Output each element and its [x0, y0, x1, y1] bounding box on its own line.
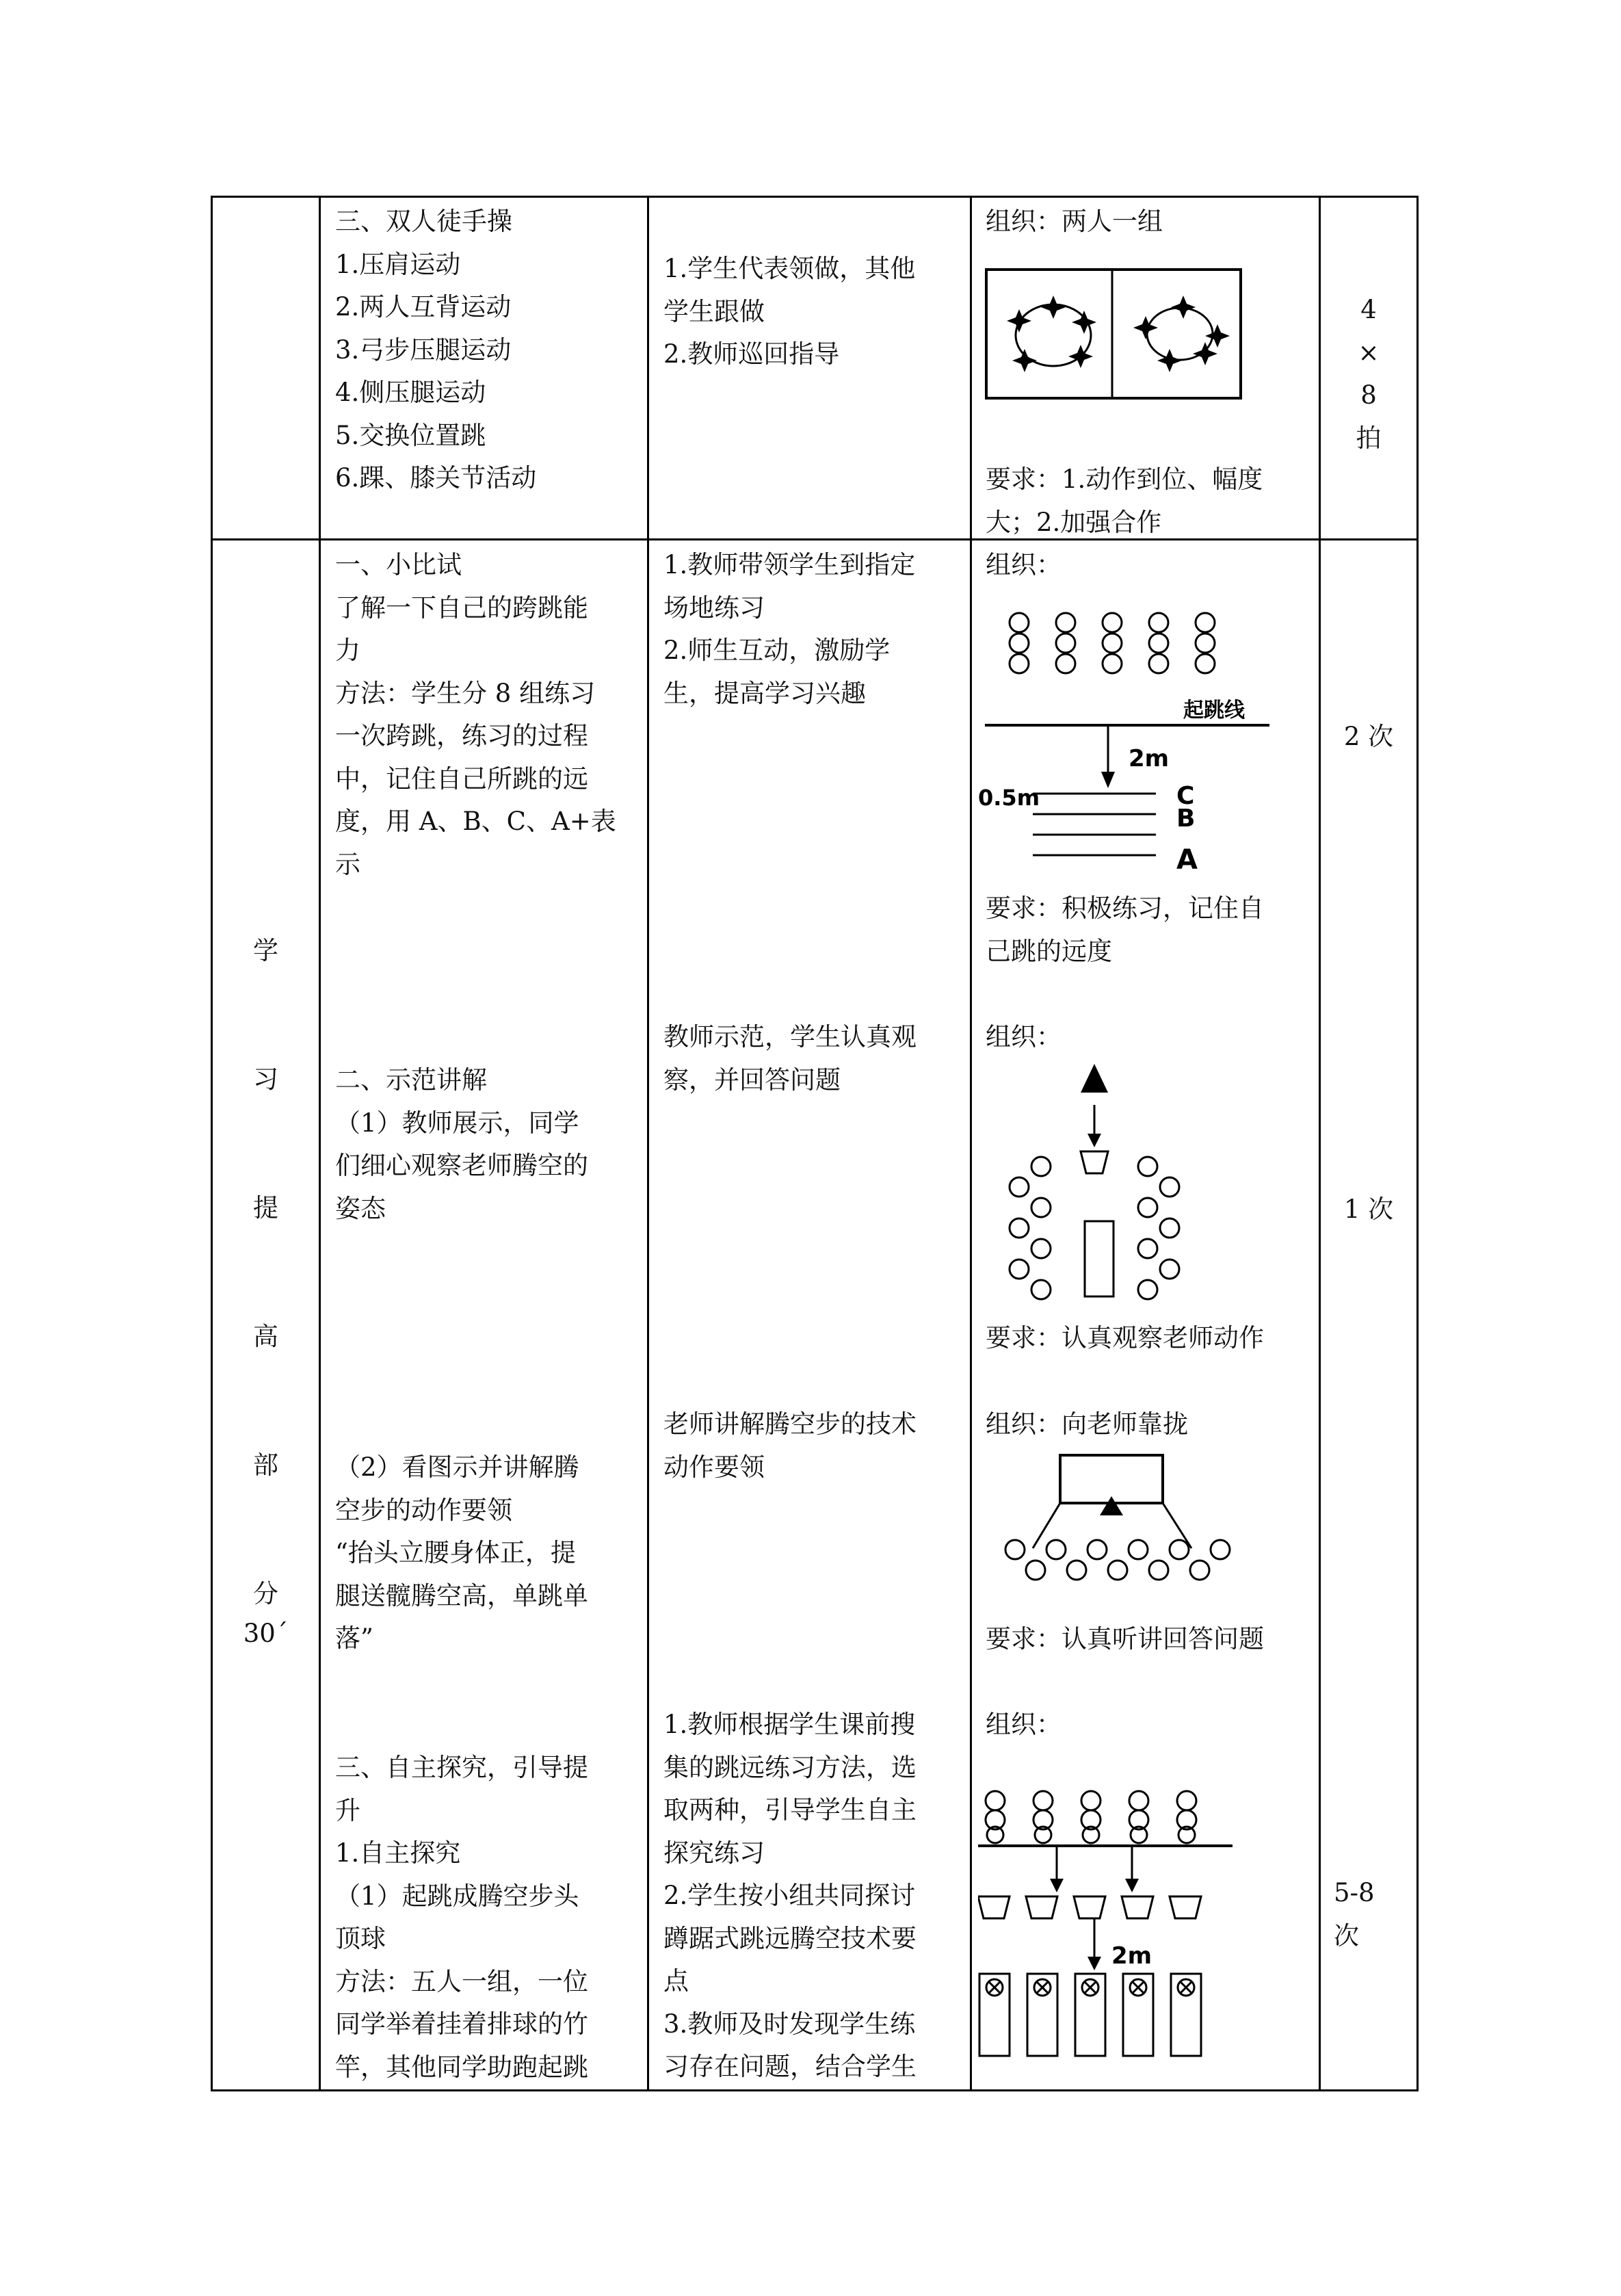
- method-line: 2.学生按小组共同探讨: [663, 1881, 916, 1910]
- count-line: 5-8: [1334, 1878, 1375, 1907]
- gather-line-right: [1163, 1503, 1191, 1548]
- student-faces: [1010, 613, 1215, 673]
- takeoff-board: [1081, 1151, 1108, 1173]
- content-line: 1.自主探究: [335, 1838, 461, 1868]
- content-line: 了解一下自己的跨跳能: [335, 592, 588, 623]
- block2-requirement: [986, 887, 1264, 973]
- section-time-value: 30´: [243, 1619, 289, 1648]
- table-border-right: [1416, 196, 1419, 2091]
- block4-method: [663, 1403, 917, 1489]
- method-line: 动作要领: [663, 1452, 765, 1482]
- method-line: 生，提高学习兴趣: [663, 678, 866, 708]
- block2-org-label: [986, 544, 1062, 587]
- method-line: 2.教师巡回指导: [663, 339, 840, 369]
- demonstration-formation-diagram: [992, 1064, 1211, 1317]
- self-study-practice-diagram: [978, 1779, 1238, 2059]
- requirement-line: 要求：认真听讲回答问题: [986, 1624, 1264, 1654]
- gather-line-left: [1033, 1503, 1060, 1548]
- gather-formation-diagram: [999, 1447, 1245, 1591]
- content-line: “抬头立腰身体正，提: [335, 1538, 576, 1567]
- count-char: 8: [1360, 380, 1377, 410]
- block2-method: [663, 544, 915, 715]
- block5-org-label: [986, 1704, 1062, 1747]
- section-label: [213, 887, 319, 1658]
- content-line: 一、小比试: [335, 550, 462, 579]
- long-jump-test-diagram: [978, 609, 1279, 883]
- method-line: 1.教师根据学生课前搜: [663, 1710, 916, 1739]
- requirement-line: 要求：积极练习，记住自: [986, 893, 1264, 923]
- content-line: 们细心观察老师腾空的: [335, 1151, 588, 1180]
- block5-count: [1334, 1872, 1375, 1957]
- table-border-top: [211, 196, 1419, 198]
- content-line: 方法：学生分 8 组练习: [335, 678, 596, 708]
- section-label-char: 提: [253, 1193, 278, 1223]
- teacher-triangle: [1100, 1496, 1123, 1515]
- block3-content: [335, 1059, 588, 1230]
- count-line: 次: [1334, 1920, 1359, 1951]
- content-line: 顶球: [335, 1924, 386, 1953]
- arrowhead-1: [1050, 1879, 1064, 1892]
- content-line: 5.交换位置跳: [335, 420, 486, 450]
- content-line: （1）教师展示，同学: [335, 1108, 579, 1138]
- content-line: 6.踝、膝关节活动: [335, 463, 537, 493]
- method-line: 习存在问题，结合学生: [663, 2052, 917, 2081]
- block3-requirement: [986, 1317, 1264, 1360]
- content-line: 4.侧压腿运动: [335, 378, 486, 407]
- section-label-char: 高: [253, 1322, 278, 1351]
- content-line: 3.弓步压腿运动: [335, 335, 512, 365]
- landing-pit: [1085, 1221, 1113, 1296]
- content-line: 落”: [335, 1623, 373, 1653]
- section-label-char: 分: [253, 1579, 278, 1608]
- method-line: 1.教师带领学生到指定: [663, 550, 916, 579]
- field-outline: [986, 270, 1241, 398]
- section-label-char: 习: [253, 1065, 278, 1094]
- org-label: 组织：两人一组: [986, 207, 1163, 236]
- method-line: 3.教师及时发现学生练: [663, 2009, 916, 2039]
- block4-requirement: [986, 1618, 1264, 1661]
- org-label: 组织：: [986, 1710, 1062, 1739]
- content-line: 一次跨跳，练习的过程: [335, 721, 588, 751]
- content-line: 中，记住自己所跳的远: [335, 764, 588, 794]
- content-line: 2.两人互背运动: [335, 292, 512, 322]
- content-line: （1）起跳成腾空步头: [335, 1881, 579, 1911]
- content-line: 二、示范讲解: [335, 1065, 487, 1095]
- content-line: 腿送髋腾空高，单跳单: [335, 1580, 588, 1610]
- block3-org-label: [986, 1016, 1062, 1059]
- grade-label-a: A: [1176, 844, 1198, 876]
- content-line: 空步的动作要领: [335, 1495, 512, 1525]
- content-line: 示: [335, 849, 360, 879]
- block1-content: [335, 200, 536, 500]
- distance-label: 2m: [1111, 1942, 1152, 1970]
- block1-count: [1321, 289, 1416, 460]
- requirement-line: 要求：认真观察老师动作: [986, 1323, 1264, 1353]
- student-faces: [1005, 1540, 1230, 1580]
- teaching-board: [1060, 1455, 1163, 1503]
- section-label-char: 部: [253, 1450, 278, 1480]
- block1-org-label: [986, 200, 1163, 244]
- content-line: 姿态: [335, 1193, 386, 1223]
- org-label: 组织：向老师靠拢: [986, 1409, 1188, 1439]
- grade-label-c: C: [1176, 782, 1195, 810]
- block5-content: [335, 1747, 588, 2089]
- requirement-line: 要求：1.动作到位、幅度: [986, 465, 1263, 494]
- table-col-divider-1: [319, 196, 321, 2091]
- method-line: 察，并回答问题: [663, 1065, 841, 1095]
- pair-exercise-diagram: [985, 268, 1245, 402]
- spacing-label: 0.5m: [978, 785, 1040, 811]
- student-faces: [1010, 1157, 1179, 1299]
- block4-content: [335, 1446, 588, 1660]
- requirement-line: 大；2.加强合作: [986, 507, 1162, 537]
- method-line: 蹲踞式跳远腾空技术要: [663, 1923, 917, 1953]
- block4-org-label: [986, 1403, 1188, 1446]
- table-border-bottom: [211, 2089, 1419, 2091]
- block3-method: [663, 1016, 917, 1101]
- content-line: 升: [335, 1795, 360, 1825]
- content-line: 三、双人徒手操: [335, 207, 512, 236]
- content-line: 力: [335, 636, 360, 665]
- method-line: 场地练习: [663, 592, 765, 623]
- takeoff-boards: [978, 1896, 1201, 1918]
- count-value: 1 次: [1343, 1195, 1394, 1224]
- requirement-line: 己跳的远度: [986, 936, 1112, 966]
- student-faces: [986, 1791, 1196, 1843]
- grade-label-b: B: [1176, 805, 1196, 833]
- table-col-divider-3: [970, 196, 972, 2091]
- approach-arrowhead: [1088, 1134, 1101, 1147]
- content-line: 竿，其他同学助跑起跳: [335, 2052, 588, 2082]
- count-char: 4: [1360, 295, 1377, 324]
- block2-count: [1321, 716, 1416, 759]
- method-line: 取两种，引导学生自主: [663, 1795, 917, 1825]
- method-line: 教师示范，学生认真观: [663, 1022, 917, 1052]
- block3-count: [1321, 1188, 1416, 1231]
- table-col-divider-2: [647, 196, 649, 2091]
- content-line: 方法：五人一组，一位: [335, 1966, 588, 1996]
- ball-markers: [986, 1979, 1194, 1996]
- content-line: 1.压肩运动: [335, 249, 461, 279]
- count-char: ×: [1358, 337, 1380, 367]
- method-line: 2.师生互动，激励学: [663, 636, 891, 665]
- method-line: 老师讲解腾空步的技术: [663, 1409, 917, 1439]
- content-line: 三、自主探究，引导提: [335, 1753, 588, 1782]
- org-label: 组织：: [986, 550, 1062, 579]
- takeoff-line-label: 起跳线: [1183, 699, 1245, 722]
- section-time: [213, 1613, 319, 1656]
- table-col-divider-4: [1319, 196, 1321, 2091]
- method-line: 探究练习: [663, 1838, 765, 1868]
- count-value: 2 次: [1343, 722, 1394, 751]
- block2-content: [335, 544, 616, 886]
- block1-method: [663, 248, 915, 376]
- content-line: （2）看图示并讲解腾: [335, 1452, 579, 1482]
- section-label-char: 学: [253, 936, 278, 965]
- method-line: 学生跟做: [663, 296, 765, 326]
- org-label: 组织：: [986, 1022, 1062, 1052]
- count-char: 拍: [1356, 423, 1382, 453]
- method-line: 1.学生代表领做，其他: [663, 254, 916, 283]
- distance-label: 2m: [1129, 745, 1170, 772]
- arrowhead-3: [1088, 1957, 1101, 1970]
- content-line: 同学举着挂着排球的竹: [335, 2009, 588, 2039]
- block5-method: [663, 1704, 917, 2089]
- distance-arrowhead: [1101, 772, 1115, 788]
- teacher-triangle: [1081, 1064, 1108, 1093]
- method-line: 点: [663, 1966, 689, 1996]
- block1-requirement: [986, 458, 1263, 544]
- method-line: 集的跳远练习方法，选: [663, 1752, 917, 1782]
- arrowhead-2: [1125, 1879, 1139, 1892]
- content-line: 度，用 A、B、C、A+表: [335, 807, 616, 836]
